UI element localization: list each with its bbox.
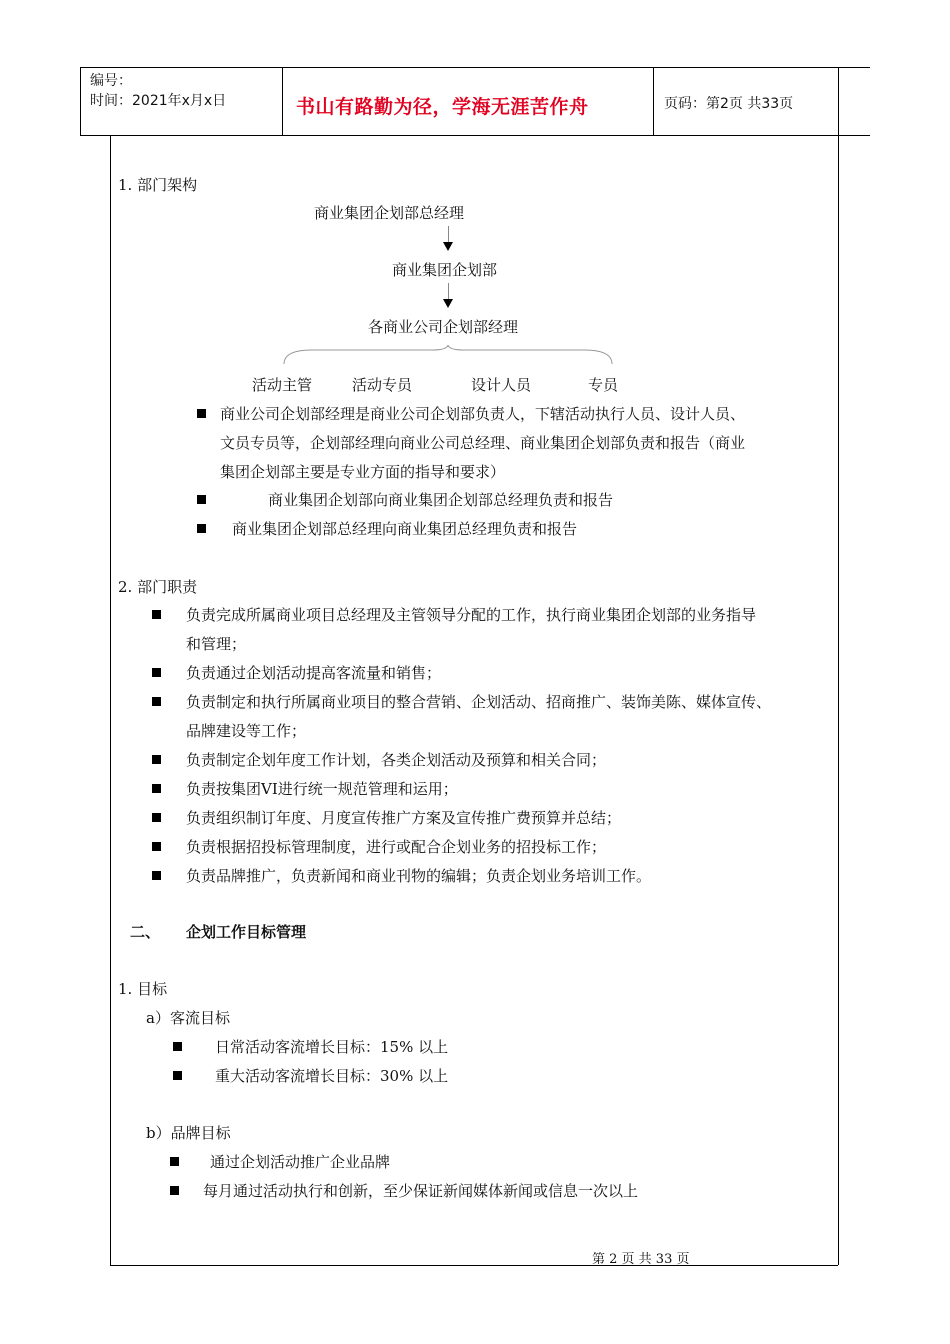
bullet-icon <box>173 1042 182 1051</box>
bullet-icon <box>173 1071 182 1080</box>
org-role-2: 活动专员 <box>352 376 413 394</box>
bullet-icon <box>152 668 161 677</box>
duty-1-line-2: 和管理； <box>186 635 247 653</box>
doc-time-label: 时间：2021年x月x日 <box>90 93 227 109</box>
duty-7: 负责根据招投标管理制度，进行或配合企划业务的招投标工作； <box>186 838 607 856</box>
duty-3-line-2: 品牌建设等工作； <box>186 722 307 740</box>
goals-heading: 1. 目标 <box>118 980 168 998</box>
goal-a-item-2: 重大活动客流增长目标：30% 以上 <box>215 1067 449 1085</box>
duty-8: 负责品牌推广，负责新闻和商业刊物的编辑；负责企划业务培训工作。 <box>186 867 652 885</box>
org-note-1-line-3: 集团企划部主要是专业方面的指导和要求） <box>220 463 506 481</box>
org-level-3: 各商业公司企划部经理 <box>368 318 519 336</box>
goal-a-label: a）客流目标 <box>146 1009 230 1027</box>
org-note-2: 商业集团企划部向商业集团企划部总经理负责和报告 <box>268 491 614 509</box>
goal-b-item-1: 通过企划活动推广企业品牌 <box>210 1153 391 1171</box>
footer-page-number: 第 2 页 共 33 页 <box>592 1252 690 1267</box>
bullet-icon <box>152 842 161 851</box>
goal-a-item-1: 日常活动客流增长目标：15% 以上 <box>215 1038 449 1056</box>
bullet-icon <box>197 524 206 533</box>
bullet-icon <box>152 784 161 793</box>
org-role-3: 设计人员 <box>471 376 532 394</box>
header-motto: 书山有路勤为径，学海无涯苦作舟 <box>296 96 589 118</box>
goal-b-label: b）品牌目标 <box>146 1124 231 1142</box>
doc-number-label: 编号： <box>90 73 132 89</box>
org-heading: 1. 部门架构 <box>118 176 198 194</box>
duty-3-line-1: 负责制定和执行所属商业项目的整合营销、企划活动、招商推广、装饰美陈、媒体宣传、 <box>186 693 772 711</box>
bullet-icon <box>152 697 161 706</box>
duty-4: 负责制定企划年度工作计划，各类企划活动及预算和相关合同； <box>186 751 607 769</box>
bullet-icon <box>197 495 206 504</box>
org-note-3: 商业集团企划部总经理向商业集团总经理负责和报告 <box>232 520 578 538</box>
bullet-icon <box>170 1157 179 1166</box>
bullet-icon <box>152 610 161 619</box>
header-page-info: 页码：第2页 共33页 <box>664 96 794 112</box>
duty-6: 负责组织制订年度、月度宣传推广方案及宣传推广费预算并总结； <box>186 809 622 827</box>
org-note-1-line-1: 商业公司企划部经理是商业公司企划部负责人，下辖活动执行人员、设计人员、 <box>220 405 746 423</box>
bullet-icon <box>152 871 161 880</box>
section-2-title: 企划工作目标管理 <box>186 923 307 941</box>
duty-2: 负责通过企划活动提高客流量和销售； <box>186 664 442 682</box>
section-2-number: 二、 <box>130 923 161 941</box>
bullet-icon <box>197 409 206 418</box>
org-note-1-line-2: 文员专员等，企划部经理向商业公司总经理、商业集团企划部负责和报告（商业 <box>220 434 746 452</box>
duty-5: 负责按集团VI进行统一规范管理和运用； <box>186 780 458 798</box>
org-level-2: 商业集团企划部 <box>392 261 498 279</box>
org-level-1: 商业集团企划部总经理 <box>314 204 465 222</box>
duty-1-line-1: 负责完成所属商业项目总经理及主管领导分配的工作，执行商业集团企划部的业务指导 <box>186 606 757 624</box>
goal-b-item-2: 每月通过活动执行和创新，至少保证新闻媒体新闻或信息一次以上 <box>203 1182 639 1200</box>
duties-heading: 2. 部门职责 <box>118 578 198 596</box>
bullet-icon <box>152 755 161 764</box>
org-brace <box>282 344 614 368</box>
bullet-icon <box>170 1186 179 1195</box>
org-role-4: 专员 <box>588 376 619 394</box>
org-role-1: 活动主管 <box>252 376 313 394</box>
bullet-icon <box>152 813 161 822</box>
